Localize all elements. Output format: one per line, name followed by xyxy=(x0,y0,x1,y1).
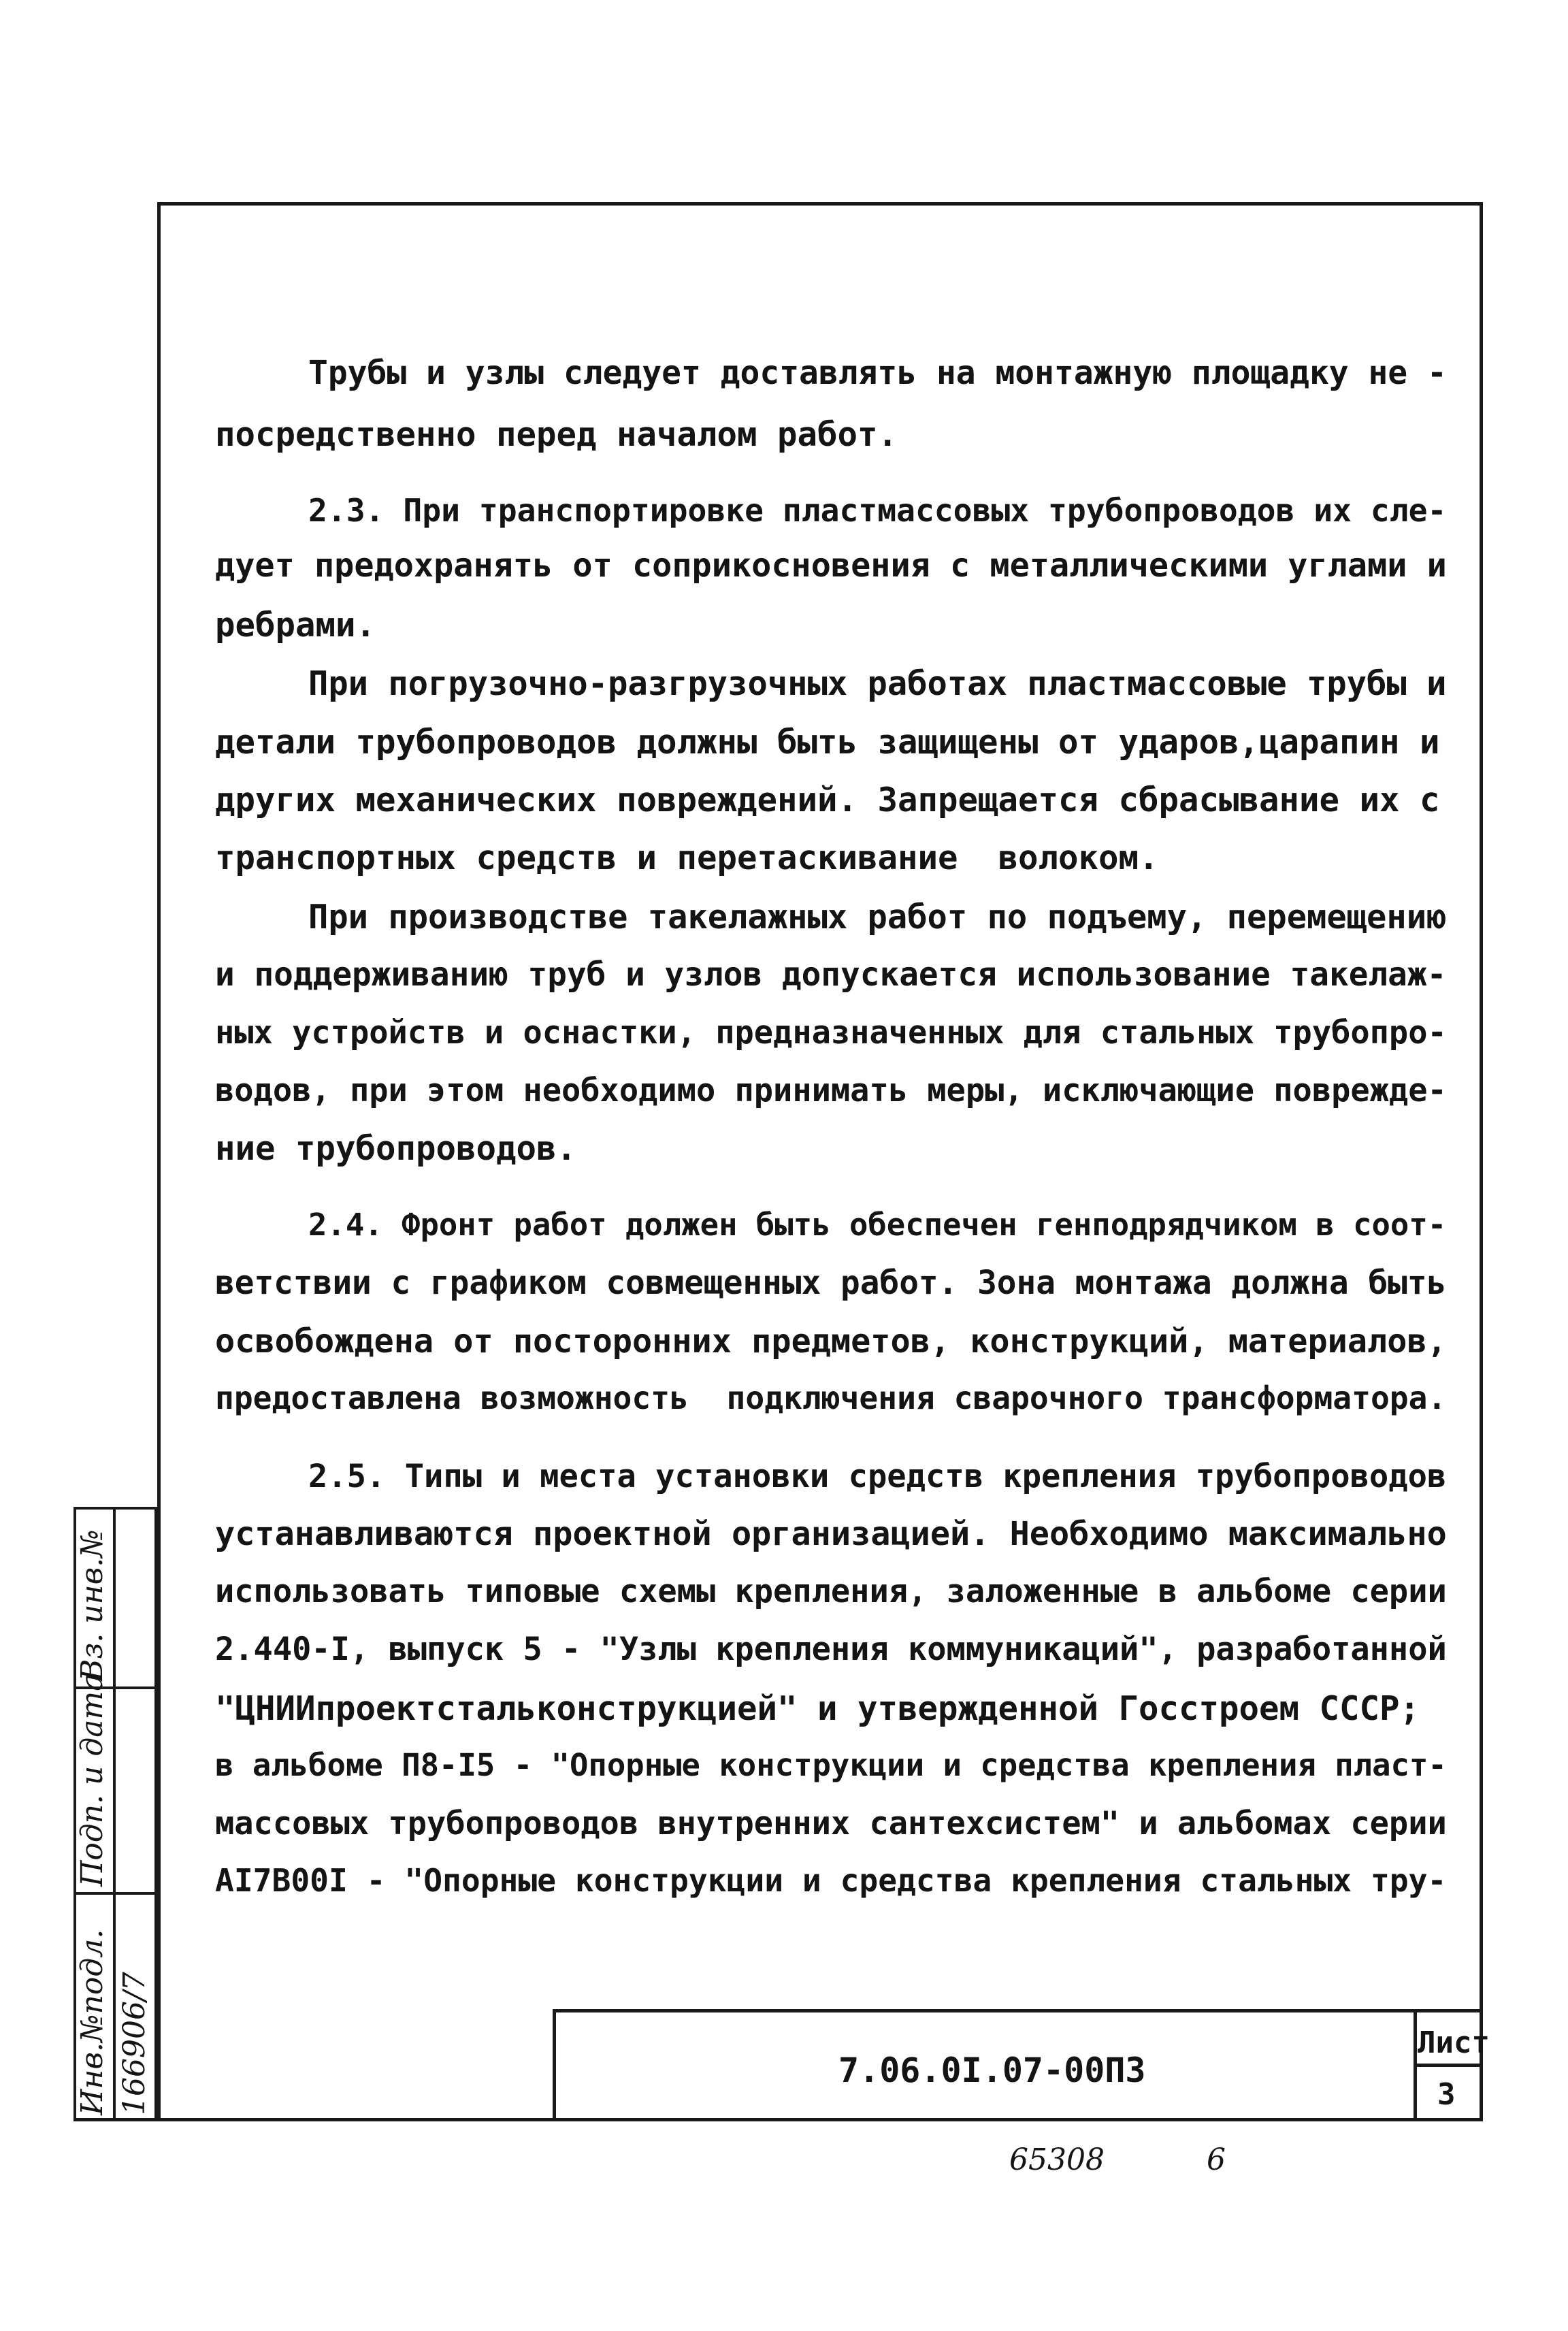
body-text-line: массовых трубопроводов внутренних сантехсистем" и альбомах серии xyxy=(215,1805,1447,1842)
body-text-line: других механических повреждений. Запрещается сбрасывание их с xyxy=(215,781,1440,819)
body-text-line: предоставлена возможность подключения сварочного трансформатора. xyxy=(215,1380,1447,1416)
body-text-line: и поддерживанию труб и узлов допускается использование такелаж- xyxy=(215,956,1447,994)
handwritten-page: 6 xyxy=(1207,2142,1226,2177)
body-text-line: ние трубопроводов. xyxy=(215,1129,577,1168)
stamp-divider xyxy=(113,1507,116,2121)
body-text-line: 2.5. Типы и места установки средств крепления трубопроводов xyxy=(308,1458,1447,1495)
stamp-vzam-inv: Вз. инв.№ xyxy=(75,1529,110,1681)
title-block-top-border xyxy=(553,2009,1483,2012)
stamp-border-right xyxy=(154,1507,157,2121)
body-text-line: использовать типовые схемы крепления, заложенные в альбоме серии xyxy=(215,1573,1447,1610)
body-text-line: в альбоме П8-I5 - "Опорные конструкции и средства крепления пласт- xyxy=(215,1747,1447,1783)
body-text-line: "ЦНИИпроектстальконструкцией" и утвержденной Госстроем СССР; xyxy=(215,1689,1420,1728)
body-text-line: 2.3. При транспортировке пластмассовых трубопроводов их сле- xyxy=(308,492,1447,529)
body-text-line: 2.440-I, выпуск 5 - "Узлы крепления коммуникаций", разработанной xyxy=(215,1631,1447,1668)
body-text-line: Трубы и узлы следует доставлять на монтажную площадку не - xyxy=(308,355,1447,392)
title-block-left-border xyxy=(553,2009,556,2121)
title-block-sheet-divider xyxy=(1414,2064,1483,2067)
body-text-line: ных устройств и оснастки, предназначенных для стальных трубопро- xyxy=(215,1014,1447,1052)
body-text-line: дует предохранять от соприкосновения с металлическими углами и xyxy=(215,547,1447,585)
stamp-podp-data: Подп. и дата xyxy=(75,1673,110,1887)
body-text-line: транспортных средств и перетаскивание волоком. xyxy=(215,838,1159,877)
sheet-number: 3 xyxy=(1437,2077,1456,2112)
body-text-line: освобождена от посторонних предметов, конструкций, материалов, xyxy=(215,1322,1447,1360)
sheet-label: Лист xyxy=(1418,2025,1490,2060)
body-text-line: детали трубопроводов должны быть защищены от ударов,царапин и xyxy=(215,723,1440,762)
body-text-line: посредственно перед началом работ. xyxy=(215,415,898,454)
body-text-line: ветствии с графиком совмещенных работ. Зона монтажа должна быть xyxy=(215,1265,1447,1302)
frame-bottom-line xyxy=(74,2118,1483,2121)
body-text-line: При производстве такелажных работ по подъему, перемещению xyxy=(308,898,1447,936)
body-text-line: AI7B00I - "Опорные конструкции и средства крепления стальных тру- xyxy=(215,1862,1447,1899)
body-text-line: 2.4. Фронт работ должен быть обеспечен генподрядчиком в соот- xyxy=(308,1207,1447,1243)
body-text-line: водов, при этом необходимо принимать меры, исключающие поврежде- xyxy=(215,1072,1447,1109)
document-code: 7.06.0I.07-00ПЗ xyxy=(838,2051,1146,2090)
handwritten-number: 65308 xyxy=(1009,2142,1105,2177)
stamp-top xyxy=(74,1507,157,1510)
body-text-line: При погрузочно-разгрузочных работах пластмассовые трубы и xyxy=(308,665,1447,703)
body-text-line: ребрами. xyxy=(215,606,376,645)
body-text-line: устанавливаются проектной организацией. Необходимо максимально xyxy=(215,1515,1447,1553)
stamp-inv-value: 166906/7 xyxy=(117,1972,152,2115)
stamp-inv-podl: Инв.№подл. xyxy=(75,1929,110,2115)
stamp-row-sep-2 xyxy=(74,1892,157,1895)
